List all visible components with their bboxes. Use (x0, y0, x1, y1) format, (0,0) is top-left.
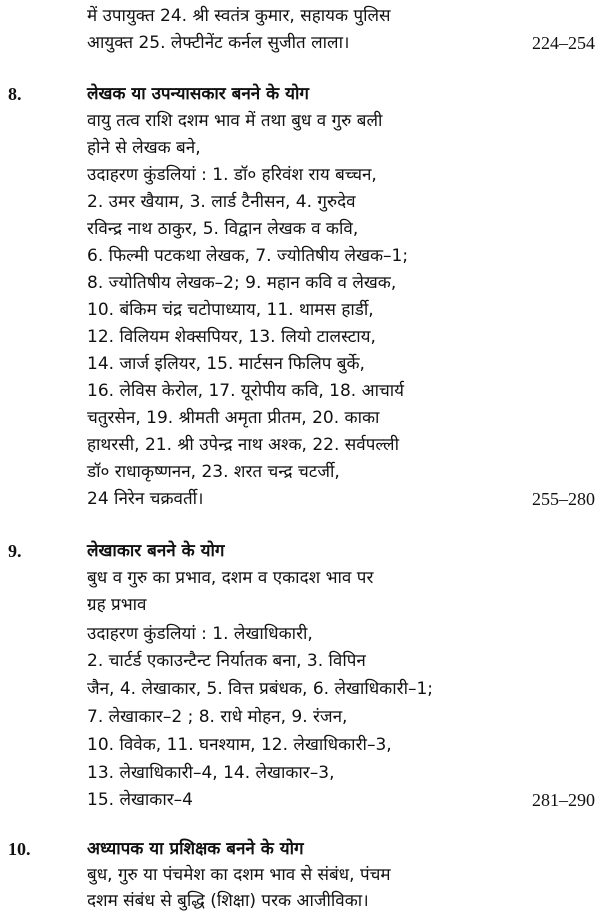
section-heading: लेखाकार बनने के योग (87, 541, 225, 561)
entry-line: 10. विवेक, 11. घनश्याम, 12. लेखाधिकारी–3, (87, 735, 392, 755)
entry-line: 16. लेविस केरोल, 17. यूरोपीय कवि, 18. आचार्य (87, 381, 405, 401)
entry-line: हाथरसी, 21. श्री उपेन्द्र नाथ अश्क, 22. सर्वपल्ली (87, 435, 399, 455)
entry-line: 14. जार्ज इलियर, 15. मार्टसन फिलिप बुर्के, (87, 354, 365, 374)
entry-line: जैन, 4. लेखाकार, 5. वित्त प्रबंधक, 6. लेखाधिकारी–1; (87, 679, 434, 699)
page-range: 281–290 (532, 790, 595, 810)
entry-line: रविन्द्र नाथ ठाकुर, 5. विद्वान लेखक व कवि, (87, 219, 359, 239)
entry-line: 2. उमर खैयाम, 3. लार्ड टैनीसन, 4. गुरुदेव (87, 192, 356, 212)
entry-line: दशम संबंध से बुद्धि (शिक्षा) परक आजीविका। (87, 891, 369, 911)
entry-line: 13. लेखाधिकारी–4, 14. लेखाकार–3, (87, 763, 335, 783)
entry-line: 24 निरेन चक्रवर्ती। (87, 489, 204, 509)
entry-line: ग्रह प्रभाव (87, 595, 147, 615)
section-heading: लेखक या उपन्यासकार बनने के योग (87, 84, 309, 104)
entry-line: बुध व गुरु का प्रभाव, दशम व एकादश भाव पर (87, 568, 374, 588)
page-range: 255–280 (532, 489, 595, 509)
section-number: 9. (8, 541, 22, 561)
entry-line: 2. चार्टर्ड एकाउन्टैन्ट निर्यातक बना, 3. विपिन (87, 651, 366, 671)
entry-line: 7. लेखाकार–2 ; 8. राधे मोहन, 9. रंजन, (87, 707, 348, 727)
entry-line: बुध, गुरु या पंचमेश का दशम भाव से संबंध, पंचम (87, 865, 391, 885)
section-number: 8. (8, 84, 22, 104)
entry-line: 10. बंकिम चंद्र चटोपाध्याय, 11. थामस हार्डी, (87, 300, 374, 320)
entry-line: होने से लेखक बने, (87, 138, 201, 158)
section-heading: अध्यापक या प्रशिक्षक बनने के योग (87, 839, 304, 859)
entry-line: आयुक्त 25. लेफ्टीनेंट कर्नल सुजीत लाला। (87, 33, 350, 53)
entry-line: वायु तत्व राशि दशम भाव में तथा बुध व गुरु बली (87, 111, 383, 131)
entry-line: डॉ० राधाकृष्णनन, 23. शरत चन्द्र चटर्जी, (87, 462, 340, 482)
entry-line: 15. लेखाकार–4 (87, 790, 194, 810)
section-number: 10. (8, 839, 31, 859)
entry-line: में उपायुक्त 24. श्री स्वतंत्र कुमार, सहायक पुलिस (87, 6, 391, 26)
entry-line: 12. विलियम शेक्सपियर, 13. लियो टालस्टाय, (87, 327, 376, 347)
entry-line: उदाहरण कुंडलियां : 1. लेखाधिकारी, (87, 624, 313, 644)
entry-line: उदाहरण कुंडलियां : 1. डॉ० हरिवंश राय बच्चन, (87, 165, 377, 185)
entry-line: 6. फिल्मी पटकथा लेखक, 7. ज्योतिषीय लेखक–1; (87, 246, 409, 266)
entry-line: 8. ज्योतिषीय लेखक–2; 9. महान कवि व लेखक, (87, 273, 397, 293)
page-range: 224–254 (532, 33, 595, 53)
entry-line: चतुरसेन, 19. श्रीमती अमृता प्रीतम, 20. काका (87, 408, 380, 428)
